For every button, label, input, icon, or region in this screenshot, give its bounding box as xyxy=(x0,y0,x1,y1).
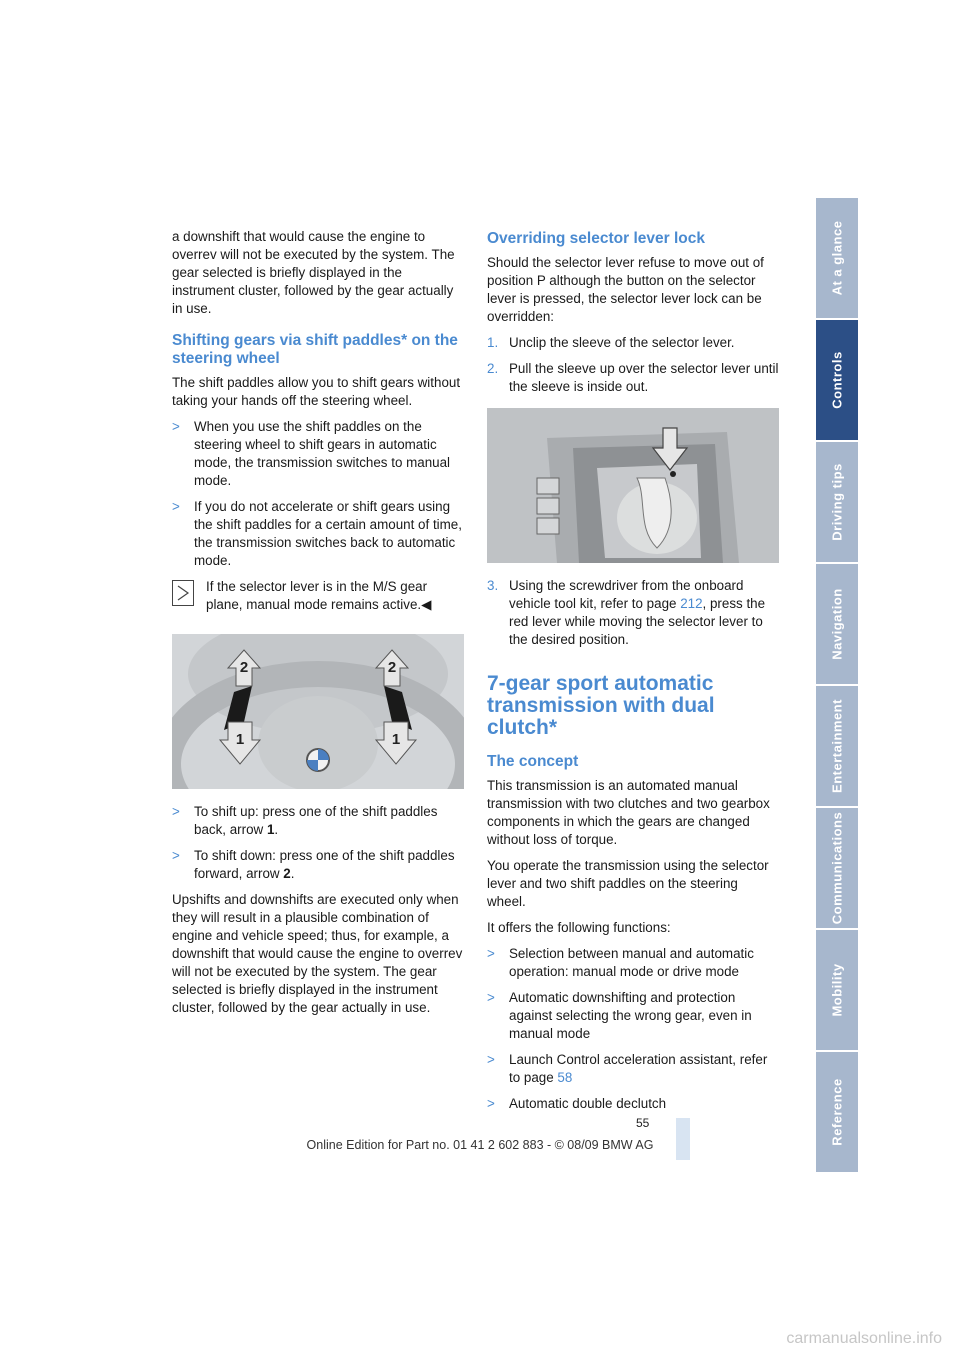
tab-reference[interactable]: Reference xyxy=(816,1052,858,1172)
note-block xyxy=(172,578,464,614)
selector-lock-paragraph: Should the selector lever refuse to move out of position P although the button on the selector lever is pressed, the selector lever lock can be overridden: xyxy=(487,255,764,324)
paddles-paragraph: The shift paddles allow you to shift gears without taking your hands off the steering wheel. xyxy=(172,375,461,408)
concept-paragraph: This transmission is an automated manual transmission with two clutches and two gearbox components in which the gears are changed without loss of torque. xyxy=(487,778,770,847)
subheading-concept: The concept xyxy=(487,753,579,770)
bullet-mark: > xyxy=(487,990,495,1005)
bullet-mark: > xyxy=(172,419,180,434)
step-item: 3. Using the screwdriver from the onboard vehicle tool kit, refer to page 212, press the red lever while moving the selector lever to the desired position. xyxy=(487,578,766,647)
steering-wheel-figure xyxy=(172,634,464,789)
tab-at-a-glance[interactable]: At a glance xyxy=(816,198,858,318)
bullet-item: > If you do not accelerate or shift gears using the shift paddles for a certain amount of time, the transmission switches back to automatic mode. xyxy=(172,499,462,568)
tab-controls[interactable]: Controls xyxy=(816,320,858,440)
bullet-item: > Selection between manual and automatic operation: manual mode or drive mode xyxy=(487,946,754,979)
tab-mobility[interactable]: Mobility xyxy=(816,930,858,1050)
page-link-58[interactable]: 58 xyxy=(557,1070,573,1085)
arrow-label-2-right: 2 xyxy=(387,659,397,676)
bullet-mark: > xyxy=(487,1096,495,1111)
bullet-item: > When you use the shift paddles on the steering wheel to shift gears in automatic mode, the transmission switches to manual mode. xyxy=(172,419,451,488)
steering-wheel-illustration xyxy=(172,634,464,789)
bullet-item: > Launch Control acceleration assistant, refer to page 58 xyxy=(487,1052,768,1085)
tab-navigation[interactable]: Navigation xyxy=(816,564,858,684)
step-item: 2. Pull the sleeve up over the selector lever until the sleeve is inside out. xyxy=(487,361,779,394)
section-heading-shift-paddles: Shifting gears via shift paddles* on the steering wheel xyxy=(172,332,458,367)
right-column xyxy=(487,228,779,1121)
bullet-item: > To shift up: press one of the shift paddles back, arrow 1. xyxy=(172,804,438,837)
note-text: If the selector lever is in the M/S gear plane, manual mode remains active.◀ xyxy=(206,579,432,612)
selector-lever-illustration xyxy=(487,408,779,563)
upshift-paragraph: Upshifts and downshifts are executed only when they will result in a plausible combination of engine and vehicle speed; thus, for example, a downshift that would cause the engine to overrev will not be executed by the system. The gear selected is briefly displayed in the instrument cluster, followed by the gear actually in use. xyxy=(172,892,463,1015)
bullet-item: > To shift down: press one of the shift paddles forward, arrow 2. xyxy=(172,848,455,881)
arrow-label-1-right: 1 xyxy=(391,731,401,748)
intro-paragraph: a downshift that would cause the engine to overrev will not be executed by the system. The gear selected is briefly displayed in the instrument cluster, followed by the gear actually in use. xyxy=(172,229,455,316)
operate-paragraph: You operate the transmission using the selector lever and two shift paddles on the steering wheel. xyxy=(487,858,769,909)
step-item: 1. Unclip the sleeve of the selector lever. xyxy=(487,335,735,350)
bullet-mark: > xyxy=(487,1052,495,1067)
arrow-label-2-left: 2 xyxy=(239,659,249,676)
bullet-item: > Automatic double declutch xyxy=(487,1096,667,1111)
selector-lever-figure xyxy=(487,408,779,563)
page-link-212[interactable]: 212 xyxy=(680,596,703,611)
arrow-label-1-left: 1 xyxy=(235,731,245,748)
section-heading-selector-lock: Overriding selector lever lock xyxy=(487,230,705,247)
bullet-mark: > xyxy=(172,848,180,863)
tab-entertainment[interactable]: Entertainment xyxy=(816,686,858,806)
bullet-mark: > xyxy=(172,804,180,819)
bullet-item: > Automatic downshifting and protection against selecting the wrong gear, even in manual mode xyxy=(487,990,752,1041)
tab-driving-tips[interactable]: Driving tips xyxy=(816,442,858,562)
tab-communications[interactable]: Communications xyxy=(816,808,858,928)
chapter-tabs xyxy=(816,198,858,1174)
bullet-mark: > xyxy=(172,499,180,514)
left-column xyxy=(172,228,464,1025)
bullet-mark: > xyxy=(487,946,495,961)
watermark-text: carmanualsonline.info xyxy=(786,1330,942,1347)
footer-text: Online Edition for Part no. 01 41 2 602 883 - © 08/09 BMW AG xyxy=(306,1138,654,1152)
note-triangle-icon xyxy=(172,580,194,606)
section-heading-dual-clutch: 7-gear sport automatic transmission with dual clutch* xyxy=(487,672,715,739)
page-number: 55 xyxy=(636,1116,650,1130)
functions-intro: It offers the following functions: xyxy=(487,920,671,935)
